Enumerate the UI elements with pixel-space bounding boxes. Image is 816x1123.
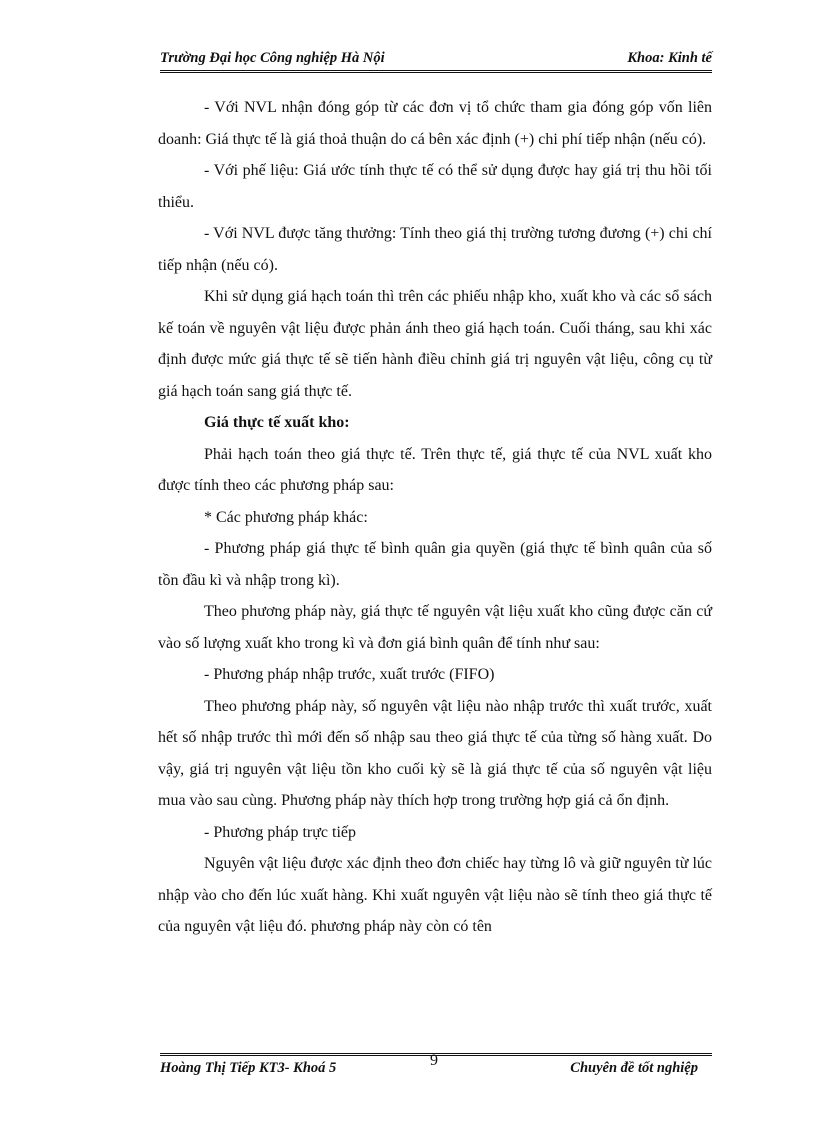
paragraph: Nguyên vật liệu được xác định theo đơn chiếc hay từng lô và giữ nguyên từ lúc nhập vào cho đến lúc xuất hàng. Khi xuất nguyên vật liệu nào sẽ tính theo giá thực tế của nguyên vật liệu đó. phương pháp này còn có tên (158, 855, 712, 935)
page-footer (160, 1052, 712, 1084)
paragraph: - Phương pháp nhập trước, xuất trước (FIFO) (204, 666, 495, 683)
paragraph: Theo phương pháp này, số nguyên vật liệu nào nhập trước thì xuất trước, xuất hết số nhập trước thì mới đến số nhập sau theo giá thực tế của từng số hàng xuất. Do vậy, giá trị nguyên vật liệu tồn kho cuối kỳ sẽ là giá thực tế của số nguyên vật liệu mua vào sau cùng. Phương pháp này thích hợp trong trường hợp giá cả ổn định. (158, 697, 712, 809)
paragraph: Theo phương pháp này, giá thực tế nguyên vật liệu xuất kho cũng được căn cứ vào số lượng xuất kho trong kì và đơn giá bình quân để tính như sau: (158, 603, 712, 652)
paragraph: - Với NVL nhận đóng góp từ các đơn vị tổ chức tham gia đóng góp vốn liên doanh: Giá thực tế là giá thoả thuận do cá bên xác định (+) chi phí tiếp nhận (nếu có). (158, 99, 712, 148)
paragraph: - Với NVL được tăng thưởng: Tính theo giá thị trường tương đương (+) chi chí tiếp nhận (nếu có). (158, 225, 712, 274)
paragraph: - Phương pháp giá thực tế bình quân gia quyền (giá thực tế bình quân của số tồn đầu kì và nhập trong kì). (158, 540, 712, 589)
section-heading: Giá thực tế xuất kho: (204, 414, 350, 431)
header-school: Trường Đại học Công nghiệp Hà Nội (160, 50, 385, 66)
paragraph: - Phương pháp trực tiếp (204, 823, 356, 841)
footer-author: Hoàng Thị Tiếp KT3- Khoá 5 (160, 1060, 337, 1076)
page-number: 9 (430, 1052, 438, 1069)
paragraph: Khi sử dụng giá hạch toán thì trên các phiếu nhập kho, xuất kho và các sổ sách kế toán về nguyên vật liệu được phản ánh theo giá hạch toán. Cuối tháng, sau khi xác định được mức giá thực tế sẽ tiến hành điều chỉnh giá trị nguyên vật liệu, công cụ từ giá hạch toán sang giá thực tế. (158, 288, 712, 400)
page-header (160, 48, 712, 73)
footer-title: Chuyên đề tốt nghiệp (570, 1060, 698, 1076)
page-body (158, 92, 712, 943)
paragraph: Phải hạch toán theo giá thực tế. Trên thực tế, giá thực tế của NVL xuất kho được tính theo các phương pháp sau: (158, 445, 712, 494)
paragraph: * Các phương pháp khác: (204, 508, 368, 526)
paragraph: - Với phế liệu: Giá ước tính thực tế có thể sử dụng được hay giá trị thu hồi tối thiểu. (158, 162, 712, 211)
header-faculty: Khoa: Kinh tế (627, 50, 712, 66)
